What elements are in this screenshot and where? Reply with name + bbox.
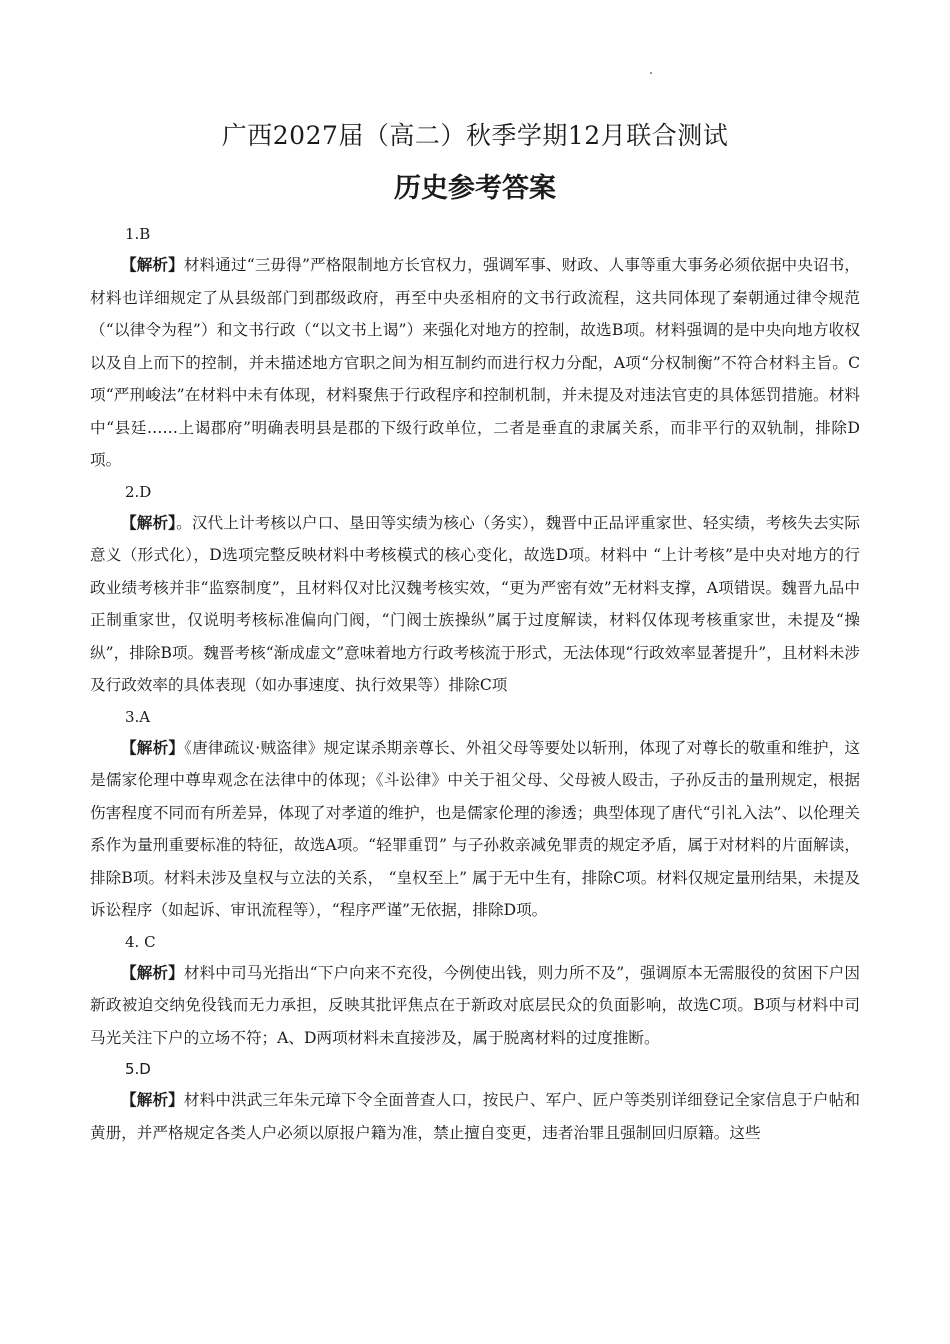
explanation-paragraph xyxy=(90,507,860,702)
answer-item xyxy=(90,927,860,1055)
explanation-text: 《唐律疏议·贼盗律》规定谋杀期亲尊长、外祖父母等要处以斩刑，体现了对尊长的敬重和维护，这是儒家伦理中尊卑观念在法律中的体现；《斗讼律》中关于祖父母、父母被人殴击，子孙反击的量刑规定，根据伤害程度不同而有所差异，体现了对孝道的维护，也是儒家伦理的渗透；典型体现了唐代“引礼入法”、以伦理关系作为量刑重要标准的特征，故选A项。“轻罪重罚” 与子孙救亲减免罪责的规定矛盾，属于对材料的片面解读，排除B项。材料未涉及皇权与立法的关系， “皇权至上” 属于无中生有，排除C项。材料仅规定量刑结果，未提及诉讼程序（如起诉、审讯流程等），“程序严谨”无依据，排除D项。 xyxy=(90,738,860,919)
question-number: 2.D xyxy=(125,482,152,501)
answer-item xyxy=(90,219,860,477)
explanation-text: 材料中司马光指出“下户向来不充役，今例使出钱，则力所不及”，强调原本无需服役的贫困下户因新政被迫交纳免役钱而无力承担，反映其批评焦点在于新政对底层民众的负面影响，故选C项。B项与材料中司马光关注下户的立场不符；A、D两项材料未直接涉及，属于脱离材料的过度推断。 xyxy=(90,963,860,1047)
question-number: 5.D xyxy=(125,1060,151,1078)
scan-speck xyxy=(650,72,652,74)
answer-key-heading: 历史参考答案 xyxy=(394,173,556,204)
question-number: 4. C xyxy=(125,932,156,951)
question-number: 1.B xyxy=(125,225,151,243)
answer-item xyxy=(90,702,860,927)
exam-title: 广西2027届（高二）秋季学期12月联合测试 xyxy=(221,121,729,150)
analysis-tag: 【解析】 xyxy=(121,737,185,757)
analysis-tag: 【解析】 xyxy=(121,962,184,982)
analysis-tag: 【解析】 xyxy=(121,1090,184,1109)
analysis-tag: 【解析】 xyxy=(121,512,177,532)
explanation-text: 材料中洪武三年朱元璋下令全面普查人口，按民户、军户、匠户等类别详细登记全家信息于户帖和黄册，并严格规定各类人户必须以原报户籍为准，禁止擅自变更，违者治罪且强制回归原籍。这些 xyxy=(90,1091,860,1142)
explanation-paragraph xyxy=(90,1084,860,1149)
answer-item xyxy=(90,1054,860,1149)
explanation-text: 材料通过“三毋得”严格限制地方长官权力，强调军事、财政、人事等重大事务必须依据中央诏书，材料也详细规定了从县级部门到郡级政府，再至中央丞相府的文书行政流程，这共同体现了秦朝通过律令规范（“以律令为程”）和文书行政（“以文书上谒”）来强化对地方的控制，故选B项。材料强调的是中央向地方收权以及自上而下的控制，并未描述地方官职之间为相互制约而进行权力分配，A项“分权制衡”不符合材料主旨。C项“严刑峻法”在材料中未有体现，材料聚焦于行政程序和控制机制，并未提及对违法官吏的具体惩罚措施。材料中“县廷……上谒郡府”明确表明县是郡的下级行政单位，二者是垂直的隶属关系，而非平行的双轨制，排除D项。 xyxy=(90,256,860,469)
answer-item xyxy=(90,477,860,702)
explanation-text: 。汉代上计考核以户口、垦田等实绩为核心（务实），魏晋中正品评重家世、轻实绩，考核失去实际意义（形式化），D选项完整反映材料中考核模式的核心变化，故选D项。材料中 “上计考核”是中央对地方的行政业绩考核并非“监察制度”，且材料仅对比汉魏考核实效，“更为严密有效”无材料支撑，A项错误。魏晋九品中正制重家世，仅说明考核标准偏向门阀，“门阀士族操纵”属于过度解读，材料仅体现考核重家世，未提及“操纵”，排除B项。魏晋考核“渐成虚文”意味着地方行政考核流于形式，无法体现“行政效率显著提升”，且材料未涉及行政效率的具体表现（如办事速度、执行效果等）排除C项 xyxy=(90,513,860,694)
explanation-paragraph xyxy=(90,957,860,1055)
explanation-paragraph xyxy=(90,249,860,477)
explanation-paragraph xyxy=(90,732,860,927)
analysis-tag: 【解析】 xyxy=(121,255,184,274)
question-number: 3.A xyxy=(125,707,151,726)
answer-list xyxy=(90,219,860,1149)
